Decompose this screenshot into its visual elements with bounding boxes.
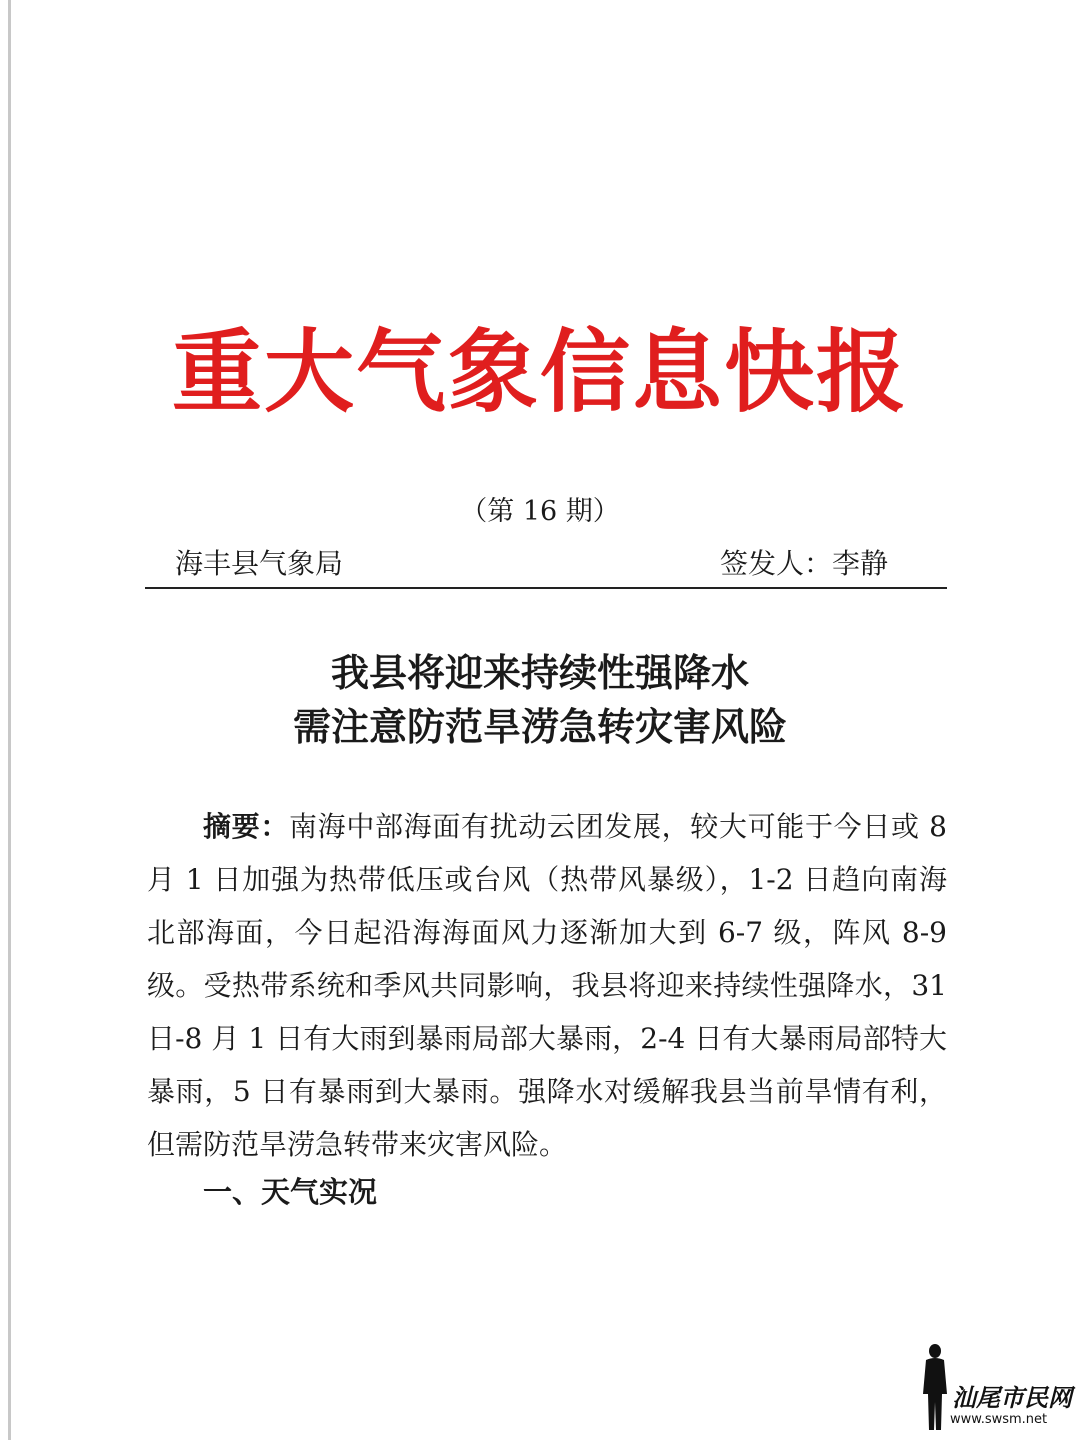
watermark-url: www.swsm.net — [950, 1412, 1048, 1427]
headline-line-2: 需注意防范旱涝急转灾害风险 — [292, 705, 787, 749]
abstract-label: 摘要： — [203, 810, 289, 843]
signer: 签发人：李静 — [719, 547, 888, 580]
abstract-text: 南海中部海面有扰动云团发展，较大可能于今日或 8 月 1 日加强为热带低压或台风（热带风暴级），1-2 日趋向南海北部海面，今日起沿海海面风力逐渐加大到 6-7 级，阵风 8-9 级。受热带系统和季风共同影响，我县将迎来持续性强降水，31 日-8 月 1 日有大雨到暴雨局部大暴雨，2-4 日有大暴雨局部特大暴雨，5 日有暴雨到大暴雨。强降水对缓解我县当前旱情有利，但需防范旱涝急转带来灾害风险。 — [147, 810, 947, 1161]
header-rule — [145, 587, 947, 589]
headline-line-1: 我县将迎来持续性强降水 — [330, 651, 749, 695]
headline — [0, 646, 1080, 754]
watermark — [918, 1342, 1070, 1432]
section-heading: 一、天气实况 — [203, 1175, 378, 1209]
abstract-paragraph — [147, 800, 947, 1171]
person-silhouette-icon — [918, 1342, 952, 1432]
masthead-title: 重大气象信息快报 — [172, 320, 908, 425]
issuer: 海丰县气象局 — [175, 547, 344, 580]
watermark-name: 汕尾市民网 — [952, 1383, 1072, 1412]
issue-number: （第 16 期） — [460, 496, 620, 527]
